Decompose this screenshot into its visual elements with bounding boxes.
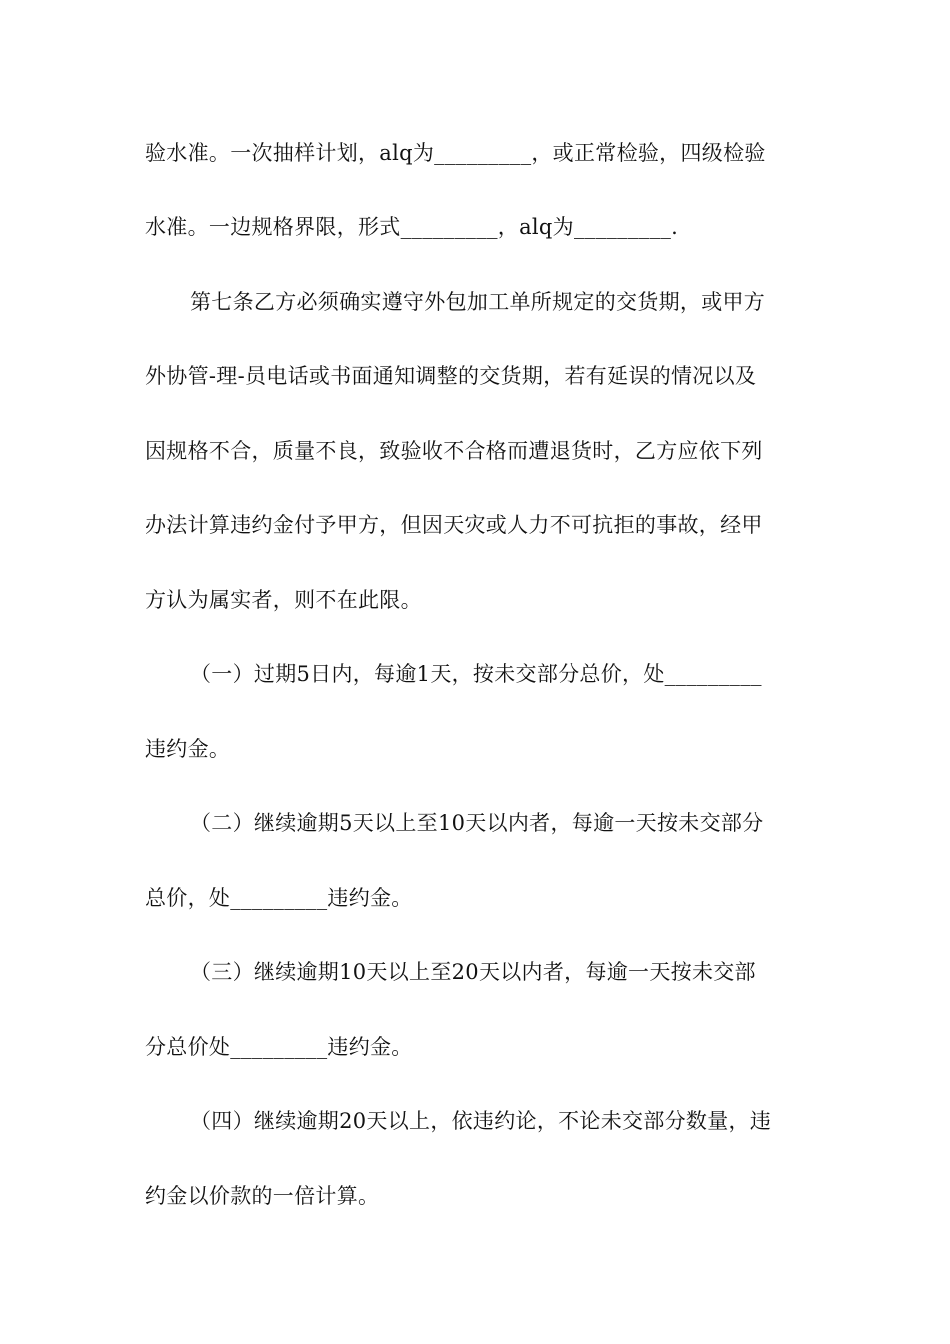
text-line: 约金以价款的一倍计算。 [145,1184,380,1208]
text-line: 水准。一边规格界限，形式_________，alq为_________. [145,215,679,239]
text-line: 方认为属实者，则不在此限。 [145,588,422,612]
text-line: 办法计算违约金付予甲方，但因天灾或人力不可抗拒的事故，经甲 [145,513,763,537]
paragraph-article-7-start: 第七条乙方必须确实遵守外包加工单所规定的交货期，或甲方 [190,290,766,314]
text-line: 分总价处_________违约金。 [145,1035,413,1059]
text-line: 因规格不合，质量不良，致验收不合格而遭退货时，乙方应依下列 [145,439,763,463]
clause-4-start: （四）继续逾期20天以上，依违约论，不论未交部分数量，违 [190,1109,772,1133]
text-line: 总价，处_________违约金。 [145,886,413,910]
text-line: 违约金。 [145,737,231,761]
text-line: 验水准。一次抽样计划，alq为_________，或正常检验，四级检验 [145,141,766,165]
clause-1-start: （一）过期5日内，每逾1天，按未交部分总价，处_________ [190,662,762,686]
text-line: 外协管-理-员电话或书面通知调整的交货期，若有延误的情况以及 [145,364,757,388]
clause-3-start: （三）继续逾期10天以上至20天以内者，每逾一天按未交部 [190,960,756,984]
clause-2-start: （二）继续逾期5天以上至10天以内者，每逾一天按未交部分 [190,811,764,835]
